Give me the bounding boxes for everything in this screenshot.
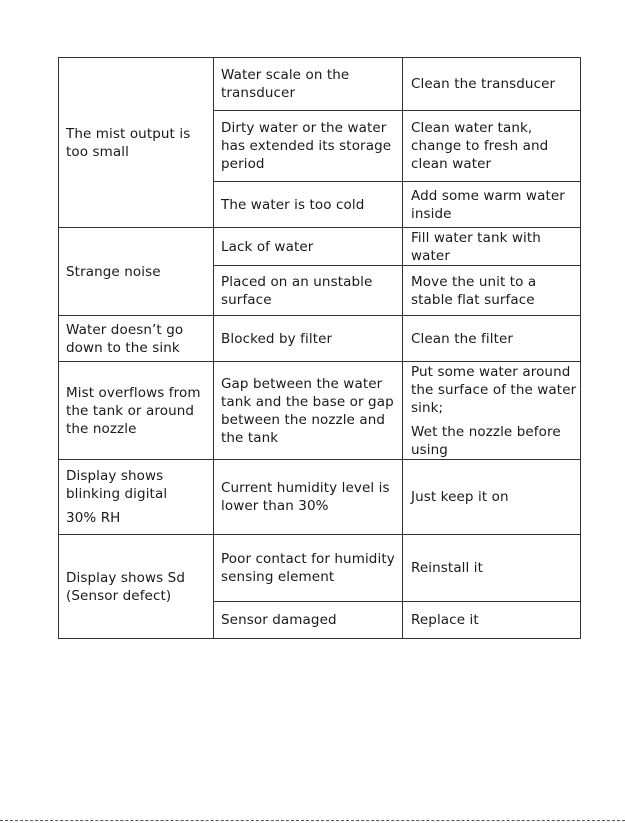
solution-cell [403, 228, 581, 266]
cause-cell [214, 535, 403, 602]
problem-text: Display shows Sd (Sensor defect) [66, 569, 186, 604]
cause-text: Water scale on the transducer [221, 67, 350, 101]
solution-text: Add some warm water inside [411, 187, 565, 222]
problem-text: Display shows blinking digital [66, 468, 168, 502]
cause-text: The water is too cold [221, 196, 365, 213]
solution-cell [403, 266, 581, 316]
problem-cell [59, 316, 214, 362]
solution-cell [403, 182, 581, 228]
solution-cell [403, 362, 581, 460]
problem-text: Strange noise [66, 263, 161, 280]
solution-text: Clean the transducer [411, 76, 556, 92]
problem-cell [59, 228, 214, 316]
troubleshooting-table [58, 57, 581, 639]
cause-cell [214, 228, 403, 266]
solution-text: Put some water around the surface of the water sink; [411, 363, 577, 416]
solution-cell [403, 316, 581, 362]
cause-text: Current humidity level is lower than 30% [221, 480, 390, 514]
cause-cell [214, 362, 403, 460]
solution-text: Reinstall it [411, 560, 484, 576]
solution-text: Fill water tank with water [411, 229, 541, 264]
problem-text: Water doesn’t go down to the sink [66, 321, 184, 356]
cause-text: Lack of water [221, 238, 314, 255]
table-row [59, 362, 581, 460]
cause-cell [214, 316, 403, 362]
problem-cell [59, 460, 214, 535]
solution-cell [403, 111, 581, 182]
cause-text: Blocked by filter [221, 330, 333, 347]
solution-text: Move the unit to a stable flat surface [411, 273, 537, 308]
solution-text: Clean water tank, change to fresh and clean water [411, 120, 549, 172]
cause-cell [214, 58, 403, 111]
solution-text: Clean the filter [411, 330, 514, 347]
problem-cell [59, 362, 214, 460]
cause-cell [214, 111, 403, 182]
problem-text: 30% RH [66, 510, 121, 526]
table-row [59, 228, 581, 266]
cause-cell [214, 460, 403, 535]
cause-text: Dirty water or the water has extended its storage period [221, 120, 392, 172]
cause-cell [214, 266, 403, 316]
cause-cell [214, 182, 403, 228]
solution-cell [403, 58, 581, 111]
table-row [59, 58, 581, 111]
problem-cell [59, 535, 214, 639]
table-row [59, 460, 581, 535]
table-row [59, 535, 581, 602]
table-row [59, 316, 581, 362]
solution-cell [403, 535, 581, 602]
solution-cell [403, 602, 581, 639]
problem-cell [59, 58, 214, 228]
cause-cell [214, 602, 403, 639]
solution-text: Replace it [411, 612, 479, 628]
solution-cell [403, 460, 581, 535]
solution-text: Wet the nozzle before using [411, 423, 561, 458]
solution-text: Just keep it on [411, 489, 509, 505]
problem-text: Mist overflows from the tank or around the nozzle [66, 384, 201, 437]
page-cut-line [0, 820, 625, 821]
problem-text: The mist output is too small [66, 125, 191, 160]
cause-text: Poor contact for humidity sensing element [221, 551, 395, 585]
cause-text: Placed on an unstable surface [221, 273, 373, 308]
cause-text: Sensor damaged [221, 612, 337, 628]
cause-text: Gap between the water tank and the base or gap between the nozzle and the tank [221, 375, 394, 446]
